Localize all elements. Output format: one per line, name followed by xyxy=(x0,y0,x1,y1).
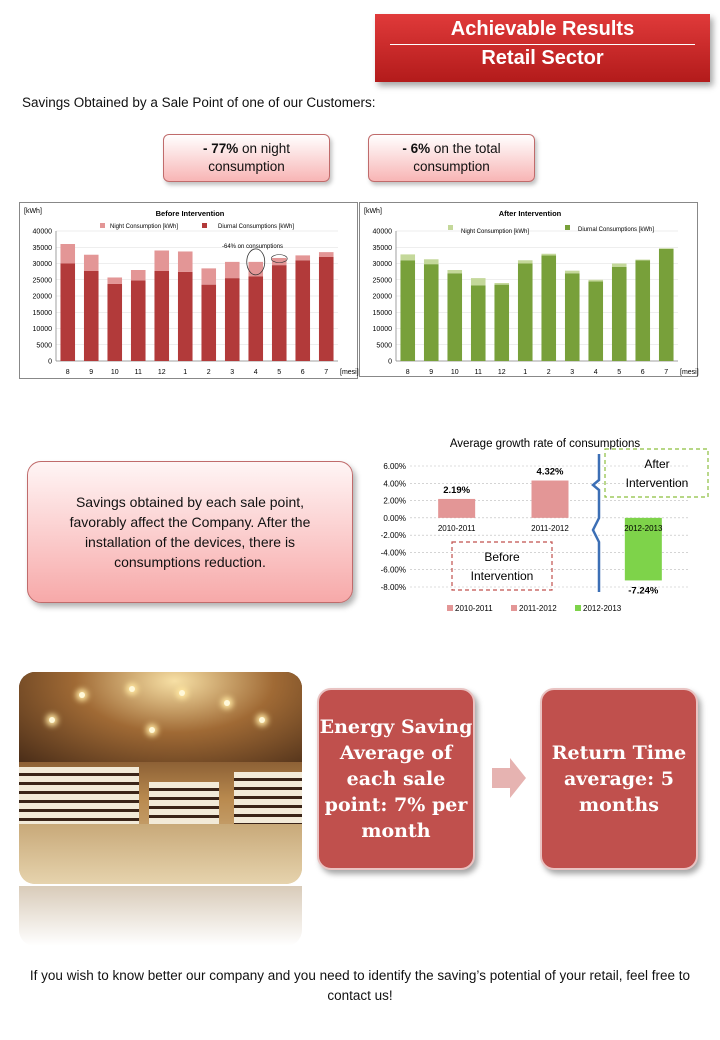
bar-segment-diurnal xyxy=(225,278,240,361)
after-callout-line1: After xyxy=(644,457,670,471)
bar-segment-diurnal xyxy=(248,277,263,362)
legend-label: 2011-2012 xyxy=(519,604,557,613)
x-tick-label: 11 xyxy=(474,369,482,376)
savings-callout-text: Savings obtained by each sale point, favorably affect the Company. After the installation of the devices, there is consumptions reduction. xyxy=(69,494,311,570)
chart-title: Before Intervention xyxy=(155,209,225,218)
x-tick-label: 4 xyxy=(253,369,258,376)
bar-segment-night xyxy=(60,244,75,264)
data-label: -7.24% xyxy=(628,585,659,597)
legend-label: 2010-2011 xyxy=(455,604,493,613)
bar-segment-night xyxy=(424,259,439,264)
bar-segment-night xyxy=(659,248,674,249)
bar-segment-night xyxy=(319,252,334,257)
x-tick-label: 10 xyxy=(110,369,119,376)
legend-label-night: Night Consumption [kWh] xyxy=(110,224,179,230)
x-tick-label: 2010-2011 xyxy=(437,523,476,533)
bar-segment-night xyxy=(225,262,240,278)
bar-segment-night xyxy=(400,254,415,260)
x-tick-label: 9 xyxy=(89,369,94,376)
x-axis-unit: [mesi] xyxy=(680,369,699,376)
x-tick-label: 10 xyxy=(450,369,459,376)
photo-reflection xyxy=(19,886,302,946)
bar-segment-diurnal xyxy=(612,267,627,361)
bar-segment-diurnal xyxy=(201,285,216,361)
y-tick-label: 30000 xyxy=(32,261,52,268)
x-tick-label: 5 xyxy=(617,369,622,376)
x-tick-label: 6 xyxy=(300,369,305,376)
x-tick-label: 1 xyxy=(523,369,528,376)
bar-2010-2011 xyxy=(438,499,475,518)
return-time-box xyxy=(540,688,698,870)
y-tick-label: 2.00% xyxy=(383,496,406,506)
y-tick-label: 30000 xyxy=(372,261,392,268)
banner-divider xyxy=(390,44,695,45)
legend-swatch xyxy=(447,605,453,611)
y-tick-label: 5000 xyxy=(376,342,392,350)
bar-segment-diurnal xyxy=(588,281,603,361)
bar-segment-diurnal xyxy=(424,264,439,361)
y-axis-unit: [kWh] xyxy=(364,208,382,215)
title-banner xyxy=(375,14,710,82)
before-callout-line1: Before xyxy=(484,550,520,564)
before-chart-svg xyxy=(20,203,359,380)
bar-segment-diurnal xyxy=(272,265,287,361)
bar-segment-diurnal xyxy=(518,264,533,362)
x-tick-label: 5 xyxy=(277,369,282,376)
chart-title: After Intervention xyxy=(498,209,562,218)
y-tick-label: 0 xyxy=(388,358,392,366)
bar-segment-diurnal xyxy=(659,249,674,361)
bar-segment-night xyxy=(541,254,556,256)
footer-contact-text: If you wish to know better our company and you need to identify the saving’s potential of your retail, feel free to contact us! xyxy=(29,968,691,1003)
y-tick-label: 0.00% xyxy=(383,513,406,523)
bar-segment-night xyxy=(107,277,122,284)
x-tick-label: 3 xyxy=(230,369,235,376)
bar-segment-diurnal xyxy=(447,273,462,361)
x-tick-label: 2 xyxy=(206,369,211,376)
x-tick-label: 3 xyxy=(570,369,575,376)
bar-segment-night xyxy=(635,260,650,261)
bar-segment-night xyxy=(494,283,509,285)
bar-segment-night xyxy=(178,251,193,271)
after-intervention-chart xyxy=(359,202,698,377)
y-tick-label: 10000 xyxy=(372,326,392,333)
y-tick-label: -2.00% xyxy=(380,531,406,541)
growth-chart-svg xyxy=(365,432,713,622)
bar-segment-night xyxy=(447,270,462,273)
x-tick-label: 7 xyxy=(664,369,669,376)
y-tick-label: 35000 xyxy=(372,244,392,252)
bar-segment-diurnal xyxy=(107,284,122,361)
bar-segment-diurnal xyxy=(131,280,146,361)
y-tick-label: 35000 xyxy=(32,244,52,252)
bar-segment-diurnal xyxy=(400,260,415,361)
intervention-divider xyxy=(593,454,599,592)
y-tick-label: 40000 xyxy=(372,228,392,236)
y-tick-label: 15000 xyxy=(32,309,52,317)
bar-segment-diurnal xyxy=(295,260,310,361)
x-tick-label: 8 xyxy=(65,369,70,376)
banner-subtitle: Retail Sector xyxy=(481,47,604,69)
x-tick-label: 8 xyxy=(405,369,410,376)
return-time-text: Return Time average: 5 months xyxy=(551,742,687,816)
total-saving-label: on the total consumption xyxy=(413,141,501,174)
y-tick-label: -6.00% xyxy=(380,565,406,575)
y-tick-label: 25000 xyxy=(32,277,52,285)
y-tick-label: 25000 xyxy=(372,277,392,285)
bar-segment-diurnal xyxy=(178,272,193,361)
y-tick-label: 10000 xyxy=(32,326,52,333)
y-tick-label: 15000 xyxy=(372,309,392,317)
bar-segment-diurnal xyxy=(154,271,169,361)
bar-segment-diurnal xyxy=(635,260,650,361)
bar-segment-night xyxy=(154,251,169,271)
bar-segment-diurnal xyxy=(60,264,75,362)
y-tick-label: -4.00% xyxy=(380,548,406,558)
bar-2011-2012 xyxy=(532,481,569,518)
legend-swatch xyxy=(511,605,517,611)
x-tick-label: 4 xyxy=(593,369,598,376)
x-tick-label: 2012-2013 xyxy=(624,523,663,533)
bar-segment-diurnal xyxy=(565,273,580,361)
x-tick-label: 1 xyxy=(183,369,188,376)
legend-swatch-diurnal xyxy=(202,223,207,228)
legend-label-diurnal: Diurnal Consumptions [kWh] xyxy=(578,227,655,233)
y-tick-label: 40000 xyxy=(32,228,52,236)
right-arrow-icon xyxy=(492,758,526,798)
legend-swatch-night xyxy=(448,225,453,230)
legend-label-night: Night Consumption [kWh] xyxy=(461,229,530,235)
bar-segment-night xyxy=(295,255,310,260)
x-tick-label: 9 xyxy=(429,369,434,376)
y-axis-unit: [kWh] xyxy=(24,208,42,215)
bar-segment-diurnal xyxy=(319,257,334,361)
night-saving-badge xyxy=(163,134,330,182)
bar-segment-night xyxy=(518,260,533,263)
before-callout-line2: Intervention xyxy=(470,569,534,583)
x-tick-label: 6 xyxy=(640,369,645,376)
banner-title: Achievable Results xyxy=(450,18,635,40)
total-saving-badge xyxy=(368,134,535,182)
intro-text: Savings Obtained by a Sale Point of one of our Customers: xyxy=(22,95,376,110)
bar-segment-night xyxy=(565,271,580,274)
x-tick-label: 7 xyxy=(324,369,329,376)
x-tick-label: 2 xyxy=(546,369,551,376)
bar-segment-night xyxy=(201,268,216,284)
night-saving-label: on night consumption xyxy=(208,141,291,174)
growth-rate-chart xyxy=(365,432,713,622)
x-tick-label: 12 xyxy=(157,369,166,376)
night-saving-value: - 77% xyxy=(202,141,239,156)
bar-segment-diurnal xyxy=(541,255,556,361)
data-label: 2.19% xyxy=(443,484,471,496)
bar-segment-night xyxy=(612,264,627,267)
legend-swatch-night xyxy=(100,223,105,228)
y-tick-label: 6.00% xyxy=(383,462,406,471)
x-tick-label: 2011-2012 xyxy=(531,523,569,533)
bar-segment-diurnal xyxy=(471,285,486,361)
after-callout-line2: Intervention xyxy=(625,476,689,490)
bar-segment-diurnal xyxy=(84,271,99,361)
legend-swatch xyxy=(575,605,581,611)
legend-swatch-diurnal xyxy=(565,225,570,230)
chart-title: Average growth rate of consumptions xyxy=(449,438,641,450)
chart-annotation: -64% on consumptions xyxy=(222,244,284,250)
x-tick-label: 12 xyxy=(497,369,506,376)
store-interior-photo xyxy=(19,672,302,884)
bar-segment-night xyxy=(131,270,146,280)
after-chart-svg xyxy=(360,203,699,378)
bar-segment-night xyxy=(471,278,486,285)
y-tick-label: 20000 xyxy=(32,293,52,301)
energy-saving-text: Energy Saving Average of each sale point: 7% per month xyxy=(319,716,473,842)
y-tick-label: 20000 xyxy=(372,293,392,301)
bar-segment-night xyxy=(588,280,603,282)
y-tick-label: 0 xyxy=(48,358,52,366)
total-saving-value: - 6% xyxy=(402,141,431,156)
legend-label-diurnal: Diurnal Consumptions [kWh] xyxy=(218,224,295,230)
y-tick-label: 5000 xyxy=(36,342,52,350)
y-tick-label: -8.00% xyxy=(380,583,406,592)
y-tick-label: 4.00% xyxy=(383,479,406,489)
before-intervention-chart xyxy=(19,202,358,379)
energy-saving-box xyxy=(317,688,475,870)
x-axis-unit: [mesi] xyxy=(340,369,359,376)
savings-callout xyxy=(27,461,353,603)
bar-segment-night xyxy=(248,262,263,277)
bar-segment-night xyxy=(84,255,99,271)
legend-label: 2012-2013 xyxy=(583,604,622,613)
bar-segment-diurnal xyxy=(494,285,509,361)
data-label: 4.32% xyxy=(536,466,564,478)
x-tick-label: 11 xyxy=(134,369,142,376)
